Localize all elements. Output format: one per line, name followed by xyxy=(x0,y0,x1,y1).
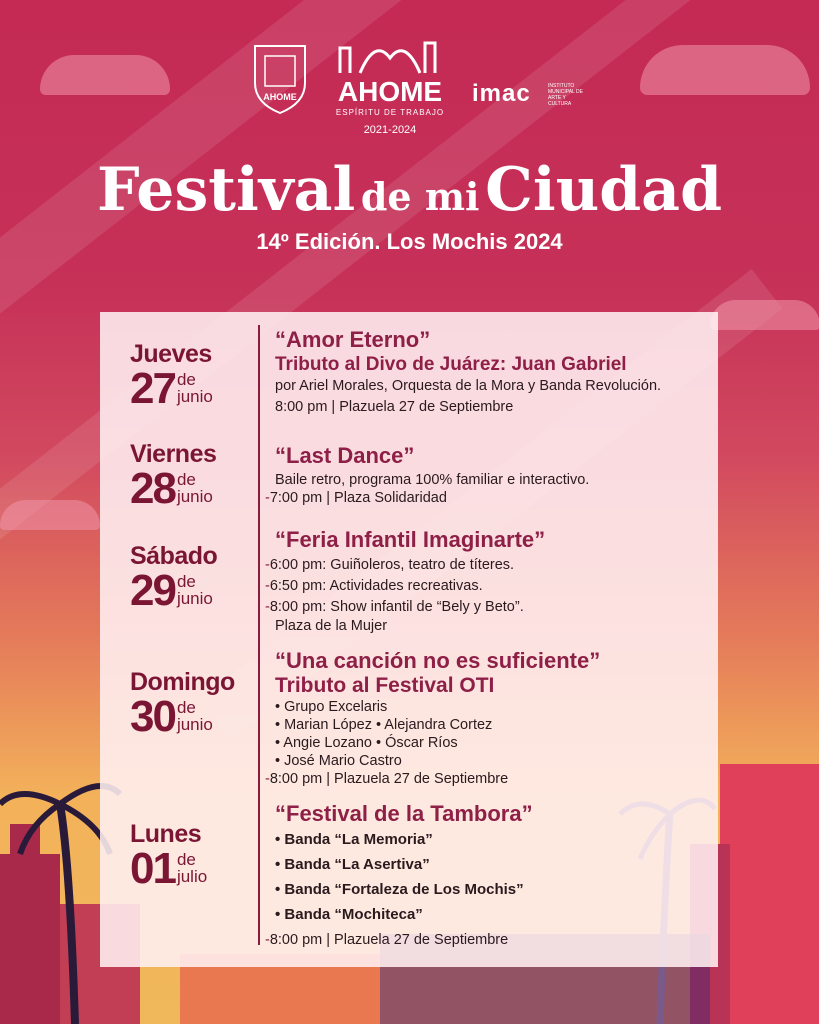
event-title: “Feria Infantil Imaginarte” xyxy=(275,527,546,552)
event-line: -8:00 pm | Plazuela 27 de Septiembre xyxy=(265,771,509,787)
title-de-mi: de mi xyxy=(360,174,480,219)
event-title: “Festival de la Tambora” xyxy=(275,801,533,826)
event-line: Plaza de la Mujer xyxy=(275,618,388,634)
event-line: • José Mario Castro xyxy=(275,753,402,769)
event-line: • Grupo Excelaris xyxy=(275,699,388,715)
event-line: por Ariel Morales, Orquesta de la Mora y Banda Revolución. xyxy=(275,378,662,394)
shield-logo xyxy=(245,38,315,118)
day-name: Sábado xyxy=(130,542,218,570)
imac-logo: imac xyxy=(472,80,531,107)
day-month: de junio xyxy=(176,370,213,406)
day-name: Lunes xyxy=(130,820,202,848)
event-title: “Amor Eterno” xyxy=(275,327,431,352)
event-line: Baile retro, programa 100% familiar e interactivo. xyxy=(275,472,590,488)
shield-text: AHOME xyxy=(263,92,297,102)
day-label xyxy=(130,542,218,615)
band-item: • Banda “La Memoria” xyxy=(275,831,433,848)
years: 2021-2024 xyxy=(363,124,417,136)
ahome-brand: AHOME xyxy=(337,76,443,107)
event-item xyxy=(265,648,705,788)
day-label xyxy=(130,440,217,513)
day-label xyxy=(130,668,235,741)
event-subtitle: Tributo al Divo de Juárez: Juan Gabriel xyxy=(275,354,627,375)
event-subtitle: Tributo al Festival OTI xyxy=(275,674,495,697)
day-label xyxy=(130,340,213,413)
event-line: -7:00 pm | Plaza Solidaridad xyxy=(265,490,447,506)
event-item xyxy=(265,443,705,507)
day-name: Viernes xyxy=(130,440,217,468)
event-title: “Last Dance” xyxy=(275,443,415,468)
day-number: 29 xyxy=(130,566,175,615)
cloud xyxy=(710,300,819,330)
day-label xyxy=(130,820,208,893)
day-name: Jueves xyxy=(130,340,212,368)
band-item: • Banda “La Asertiva” xyxy=(275,856,430,873)
day-name: Domingo xyxy=(130,668,235,696)
event-title: “Una canción no es suficiente” xyxy=(275,648,601,673)
day-number: 28 xyxy=(130,464,175,513)
day-number: 27 xyxy=(130,364,175,413)
event-line: -8:00 pm | Plazuela 27 de Septiembre xyxy=(265,932,509,948)
event-line: -8:00 pm: Show infantil de “Bely y Beto”. xyxy=(265,599,524,615)
band-item: • Banda “Fortaleza de Los Mochis” xyxy=(275,881,524,898)
ahome-tagline: ESPÍRITU DE TRABAJO xyxy=(335,108,445,117)
title-ciudad: Ciudad xyxy=(485,155,723,225)
event-line: • Angie Lozano • Óscar Ríos xyxy=(275,735,458,751)
day-month: de junio xyxy=(176,698,213,734)
event-line: -6:50 pm: Actividades recreativas. xyxy=(265,578,483,594)
cloud xyxy=(0,500,100,530)
ahome-icon xyxy=(335,28,445,78)
header xyxy=(0,155,819,255)
event-item xyxy=(265,801,705,949)
day-month: de junio xyxy=(176,470,213,506)
logo-bar xyxy=(0,28,819,138)
event-item xyxy=(275,327,705,416)
title-festival: Festival xyxy=(96,155,356,225)
day-number: 30 xyxy=(130,692,175,741)
day-month: de julio xyxy=(176,850,208,886)
event-item xyxy=(265,527,705,635)
event-line: -6:00 pm: Guiñoleros, teatro de títeres. xyxy=(265,557,515,573)
page-title xyxy=(0,155,819,225)
page-subtitle: 14º Edición. Los Mochis 2024 xyxy=(256,229,563,254)
day-number: 01 xyxy=(130,844,175,893)
event-line: 8:00 pm | Plazuela 27 de Septiembre xyxy=(275,399,514,415)
band-item: • Banda “Mochiteca” xyxy=(275,906,423,923)
imac-subtitle: INSTITUTO MUNICIPAL DE ARTE Y CULTURA xyxy=(548,83,584,107)
day-month: de junio xyxy=(176,572,213,608)
event-line: • Marian López • Alejandra Cortez xyxy=(275,717,493,733)
divider-line xyxy=(258,325,260,945)
